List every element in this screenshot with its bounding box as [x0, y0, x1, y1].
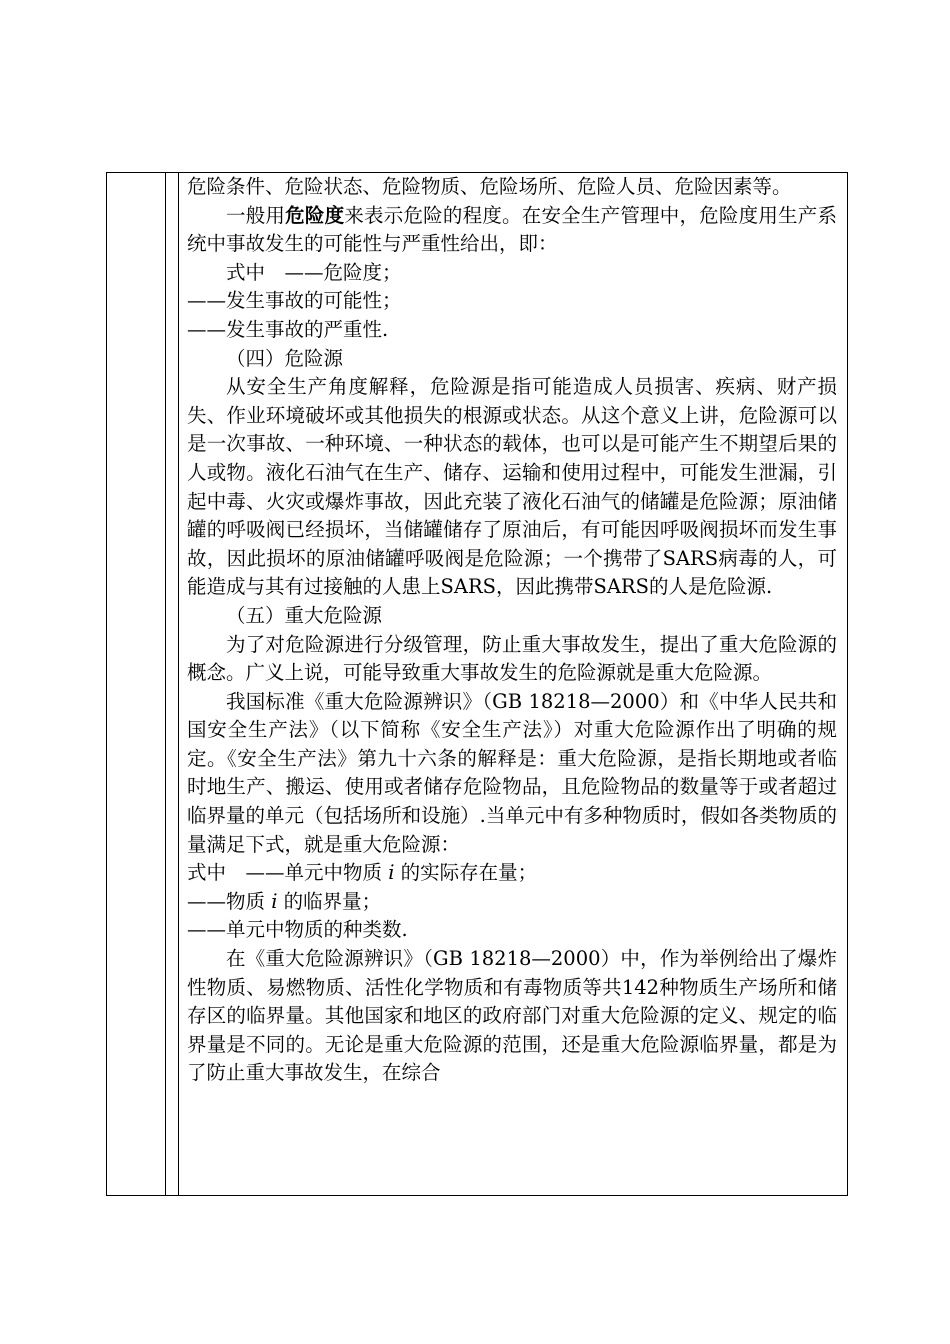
- paragraph-major-hazard-concept: 为了对危险源进行分级管理，防止重大事故发生，提出了重大危险源的概念。广义上说，可能导致重大事故发生的危险源就是重大危险源。: [187, 632, 837, 685]
- paragraph-danger-degree: [187, 202, 837, 259]
- text-run: 的临界量；: [277, 889, 382, 913]
- paragraph-1: 危险条件、危险状态、危险物质、危险场所、危险人员、危险因素等。: [187, 175, 792, 198]
- formula-note-1: 式中 ——危险度；: [226, 260, 402, 284]
- formula-note-5: [187, 888, 837, 917]
- formula-note-6: ——单元中物质的种类数.: [187, 918, 408, 942]
- paragraph-hazard-source: 从安全生产角度解释，危险源是指可能造成人员损害、疾病、财产损失、作业环境破坏或其他损失的根源或状态。从这个意义上讲，危险源可以是一次事故、一种环境、一种状态的载体，也可以是可能产生不期望后果的人或物。液化石油气在生产、储存、运输和使用过程中，可能发生泄漏，引起中毒、火灾或爆炸事故，因此充装了液化石油气的储罐是危险源；原油储罐的呼吸阀已经损坏，当储罐储存了原油后，有可能因呼吸阀损坏而发生事故，因此损坏的原油储罐呼吸阀是危险源；一个携带了SARS病毒的人，可能造成与其有过接触的人患上SARS，因此携带SARS的人是危险源.: [187, 375, 837, 599]
- section-heading-4: （四）危险源: [226, 346, 344, 370]
- formula-note-2: ——发生事故的可能性；: [187, 289, 402, 313]
- text-run: 一般用: [226, 203, 286, 227]
- text-column-cell: [179, 173, 848, 1196]
- text-run: 来表示危险的程度。在安全生产管理中，危险度用生产系统中事故发生的可能性与严重性给出，即：: [187, 203, 837, 256]
- formula-note-4: [187, 859, 837, 888]
- text-run: ——物质: [187, 889, 272, 913]
- paragraph-threshold-quantities: 在《重大危险源辨识》（GB 18218—2000）中，作为举例给出了爆炸性物质、易燃物质、活性化学物质和有毒物质等共142种物质生产场所和储存区的临界量。其他国家和地区的政府部门对重大危险源的定义、规定的临界量是不同的。无论是重大危险源的范围，还是重大危险源临界量，都是为了防止重大事故发生，在综合: [187, 947, 837, 1085]
- paragraph-national-standard: 我国标准《重大危险源辨识》（GB 18218—2000）和《中华人民共和国安全生产法》（以下简称《安全生产法》）对重大危险源作出了明确的规定。《安全生产法》第九十六条的解释是：重大危险源，是指长期地或者临时地生产、搬运、使用或者储存危险物品，且危险物品的数量等于或者超过临界量的单元（包括场所和设施）.当单元中有多种物质时，假如各类物质的量满足下式，就是重大危险源：: [187, 689, 837, 856]
- body-text: [187, 173, 837, 1088]
- formula-note-3: ——发生事故的严重性.: [187, 317, 389, 341]
- narrow-column-cell: [166, 173, 179, 1196]
- text-run: 式中 ——单元中物质: [187, 861, 389, 885]
- variable-i: i: [388, 861, 395, 885]
- text-run: 的实际存在量；: [394, 861, 538, 885]
- variable-i: i: [271, 889, 278, 913]
- left-column-cell: [107, 173, 166, 1196]
- content-table: [106, 172, 848, 1196]
- bold-term: 危险度: [285, 203, 345, 227]
- section-heading-5: （五）重大危险源: [226, 603, 383, 627]
